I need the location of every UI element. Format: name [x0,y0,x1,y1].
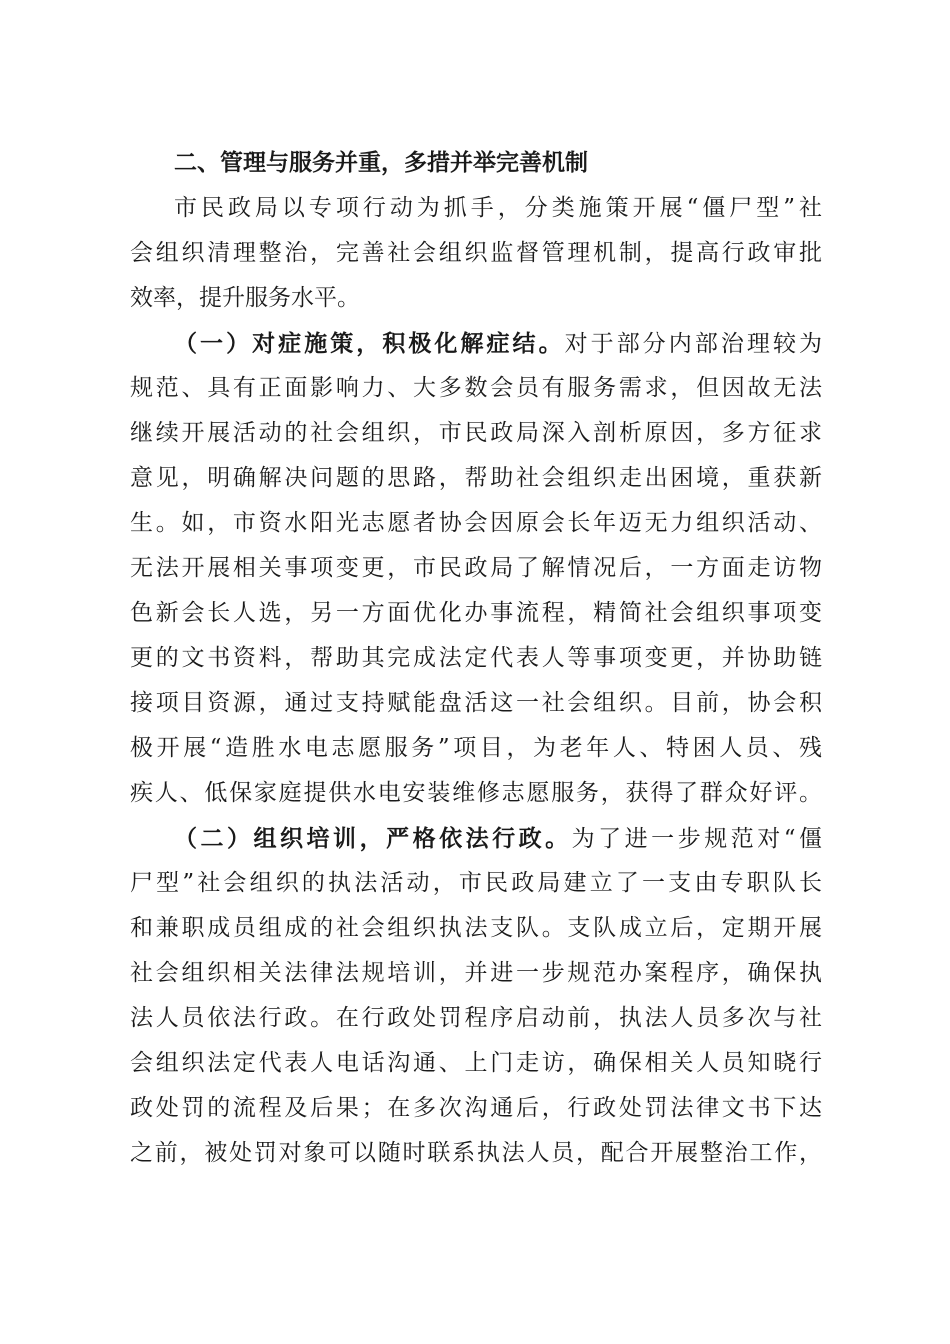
paragraph-line: 继续开展活动的社会组织，市民政局深入剖析原因，多方征求 [130,420,822,446]
paragraph-line: 社会组织相关法律法规培训，并进一步规范办案程序，确保执 [130,960,822,986]
paragraph-line: 政处罚的流程及后果；在多次沟通后，行政处罚法律文书下达 [130,1095,822,1121]
paragraph-line [130,321,822,366]
intro-paragraph [130,186,822,321]
paragraph-text: 为了进一步规范对“僵 [571,826,822,852]
subsection-2-paragraph [130,816,822,1176]
subsection-1-paragraph [130,321,822,816]
paragraph-line: 更的文书资料，帮助其完成法定代表人等事项变更，并协助链 [130,645,822,671]
subsection-2-heading: （二）组织培训，严格依法行政。 [174,825,572,852]
paragraph-line: 会组织法定代表人电话沟通、上门走访，确保相关人员知晓行 [130,1050,822,1076]
section-heading: 二、管理与服务并重，多措并举完善机制 [174,150,588,176]
paragraph-line [130,816,822,861]
paragraph-line: 无法开展相关事项变更，市民政局了解情况后，一方面走访物 [130,555,822,581]
paragraph-line: 色新会长人选，另一方面优化办事流程，精简社会组织事项变 [130,600,822,626]
paragraph-line: 生。如，市资水阳光志愿者协会因原会长年迈无力组织活动、 [130,510,822,536]
paragraph-line: 接项目资源，通过支持赋能盘活这一社会组织。目前，协会积 [130,690,822,716]
paragraph-line: 疾人、低保家庭提供水电安装维修志愿服务，获得了群众好评。 [130,780,822,806]
paragraph-line: 法人员依法行政。在行政处罚程序启动前，执法人员多次与社 [130,1005,822,1031]
paragraph-line: 尸型”社会组织的执法活动，市民政局建立了一支由专职队长 [130,870,822,896]
paragraph-line: 规范、具有正面影响力、大多数会员有服务需求，但因故无法 [130,375,822,401]
subsection-1-heading: （一）对症施策，积极化解症结。 [174,330,565,357]
paragraph-line: 极开展“造胜水电志愿服务”项目，为老年人、特困人员、残 [130,735,822,761]
paragraph-line: 和兼职成员组成的社会组织执法支队。支队成立后，定期开展 [130,915,822,941]
paragraph-line: 市民政局以专项行动为抓手，分类施策开展“僵尸型”社 [174,195,822,221]
paragraph-line: 会组织清理整治，完善社会组织监督管理机制，提高行政审批 [130,240,822,266]
paragraph-line: 之前，被处罚对象可以随时联系执法人员，配合开展整治工作， [130,1140,822,1166]
paragraph-text: 对于部分内部治理较为 [564,331,822,357]
document-page [130,141,822,1176]
paragraph-line: 意见，明确解决问题的思路，帮助社会组织走出困境，重获新 [130,465,822,491]
paragraph-line: 效率，提升服务水平。 [130,285,360,311]
